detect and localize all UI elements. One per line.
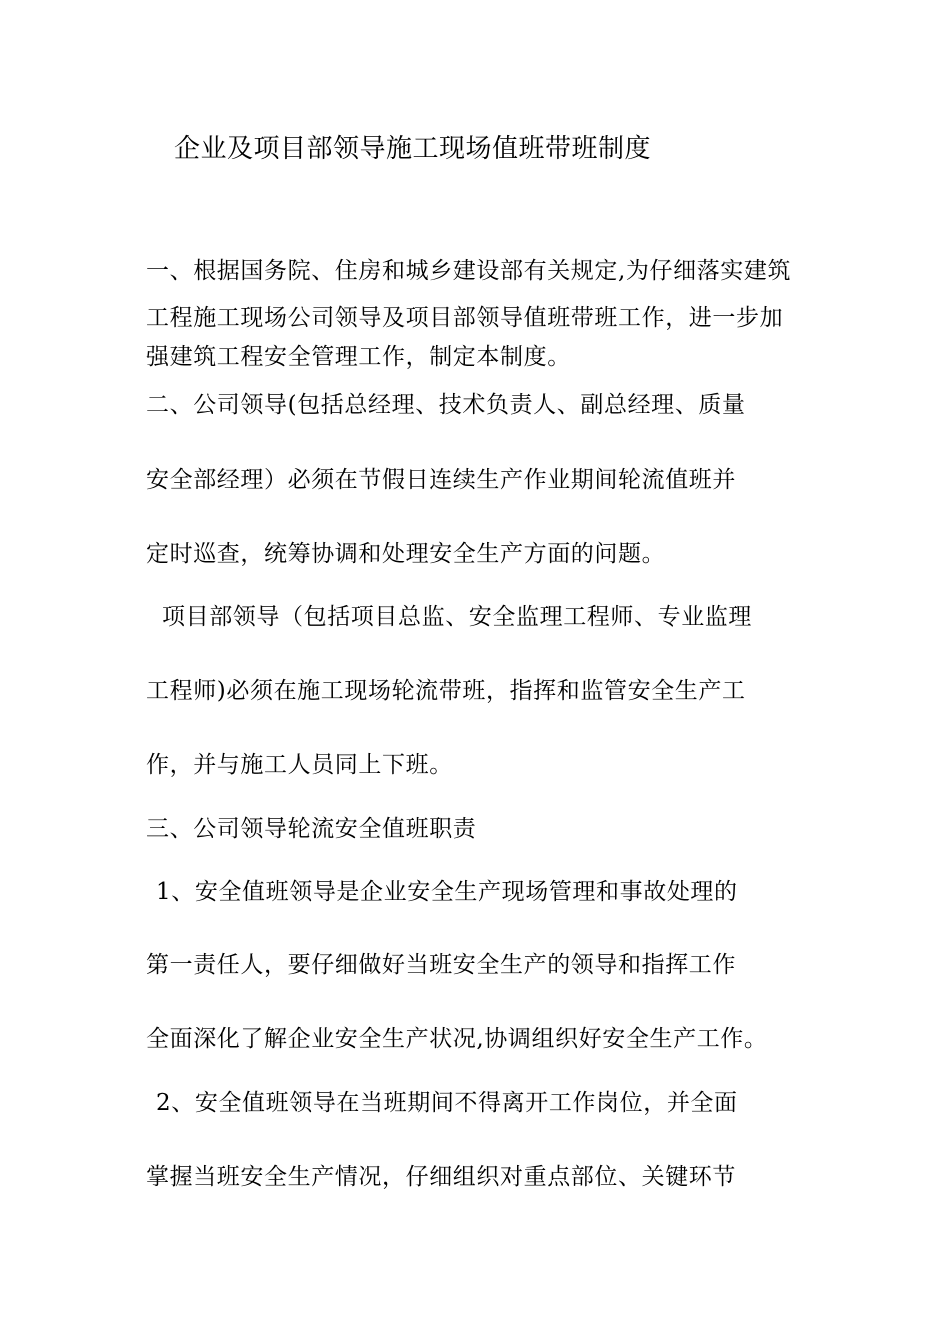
text-line: 项目部领导（包括项目总监、安全监理工程师、专业监理 — [162, 604, 752, 630]
text-line: 1、安全值班领导是企业安全生产现场管理和事故处理的 — [156, 879, 738, 905]
text-line: 全面深化了解企业安全生产状况,协调组织好安全生产工作。 — [146, 1026, 768, 1052]
text-line: 掌握当班安全生产情况，仔细组织对重点部位、关键环节 — [146, 1164, 736, 1190]
text-line: 2、安全值班领导在当班期间不得离开工作岗位，并全面 — [156, 1090, 738, 1116]
text-line: 二、公司领导(包括总经理、技术负责人、副总经理、质量 — [146, 392, 746, 418]
text-line: 第一责任人，要仔细做好当班安全生产的领导和指挥工作 — [146, 952, 736, 978]
text-line: 定时巡查，统筹协调和处理安全生产方面的问题。 — [146, 541, 666, 567]
text-line: 一、根据国务院、住房和城乡建设部有关规定,为仔细落实建筑 — [146, 258, 792, 284]
text-line: 三、公司领导轮流安全值班职责 — [146, 816, 477, 842]
text-line: 工程师)必须在施工现场轮流带班，指挥和监管安全生产工 — [146, 678, 746, 704]
text-line: 作，并与施工人员同上下班。 — [146, 752, 453, 778]
text-line: 强建筑工程安全管理工作，制定本制度。 — [146, 344, 571, 370]
document-title: 企业及项目部领导施工现场值班带班制度 — [174, 134, 652, 164]
text-line: 工程施工现场公司领导及项目部领导值班带班工作，进一步加 — [146, 305, 784, 331]
text-line: 安全部经理）必须在节假日连续生产作业期间轮流值班并 — [146, 467, 736, 493]
